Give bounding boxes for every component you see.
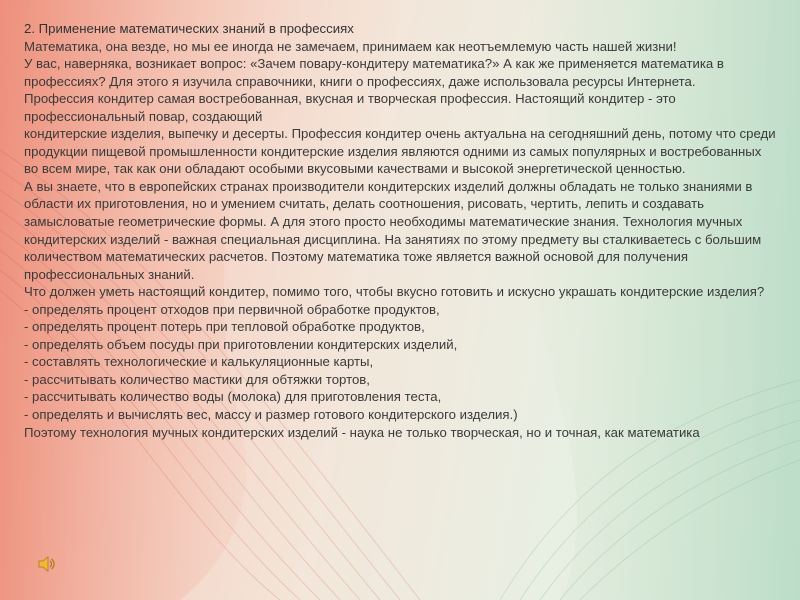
slide-heading: 2. Применение математических знаний в профессиях xyxy=(24,21,354,36)
list-item: - определять процент отходов при первичной обработке продуктов, xyxy=(24,301,440,317)
slide-text xyxy=(24,20,776,580)
list-item: - составлять технологические и калькуляционные карты, xyxy=(24,354,374,370)
speaker-icon[interactable] xyxy=(36,554,56,574)
list-item: - рассчитывать количество мастики для обтяжки тортов, xyxy=(24,371,370,387)
paragraph-skills-question: Что должен уметь настоящий кондитер, помимо того, чтобы вкусно готовить и искусно украшать кондитерские изделия? xyxy=(24,284,765,300)
paragraph-intro: Математика, она везде, но мы ее иногда не замечаем, принимаем как неотъемлемую часть нашей жизни! xyxy=(24,38,677,54)
list-item: - определять процент потерь при тепловой обработке продуктов, xyxy=(24,319,425,335)
paragraph-europe: А вы знаете, что в европейских странах производители кондитерских изделий должны обладать не только знаниями в области их приготовления, но и умением считать, делать соотношения, рисовать, чертить, лепить и создавать замысловатые геометрические формы. А для этого просто необходимы математические знания. Технология мучных кондитерских изделий - важная специальная дисциплина. На занятиях по этому предмету вы сталкиваетесь с большим количеством математических расчетов. Поэтому математика тоже является важной основой для получения профессиональных знаний. xyxy=(24,178,762,282)
paragraph-conclusion: Поэтому технология мучных кондитерских изделий - наука не только творческая, но и точная, как математика xyxy=(24,424,700,440)
list-item: - определять объем посуды при приготовлении кондитерских изделий, xyxy=(24,336,458,352)
list-item: - рассчитывать количество воды (молока) для приготовления теста, xyxy=(24,389,442,405)
list-item: - определять и вычислять вес, массу и размер готового кондитерского изделия.) xyxy=(24,407,518,423)
paragraph-question: У вас, наверняка, возникает вопрос: «Зачем повару-кондитеру математика?» А как же применяется математика в профессиях? Для этого я изучила справочники, книги о профессиях, даже использовала ресурсы Интернета. xyxy=(24,56,724,89)
paragraph-profession: Профессия кондитер самая востребованная, вкусная и творческая профессия. Настоящий кондитер - это профессиональный повар, создающий xyxy=(24,91,676,124)
paragraph-products: кондитерские изделия, выпечку и десерты. Профессия кондитер очень актуальна на сегодняшний день, потому что среди продукции пищевой промышленности кондитерские изделия являются одними из самых популярных и востребованных во всем мире, так как они обладают особыми вкусовыми качествами и высокой энергетической ценностью. xyxy=(24,126,776,177)
